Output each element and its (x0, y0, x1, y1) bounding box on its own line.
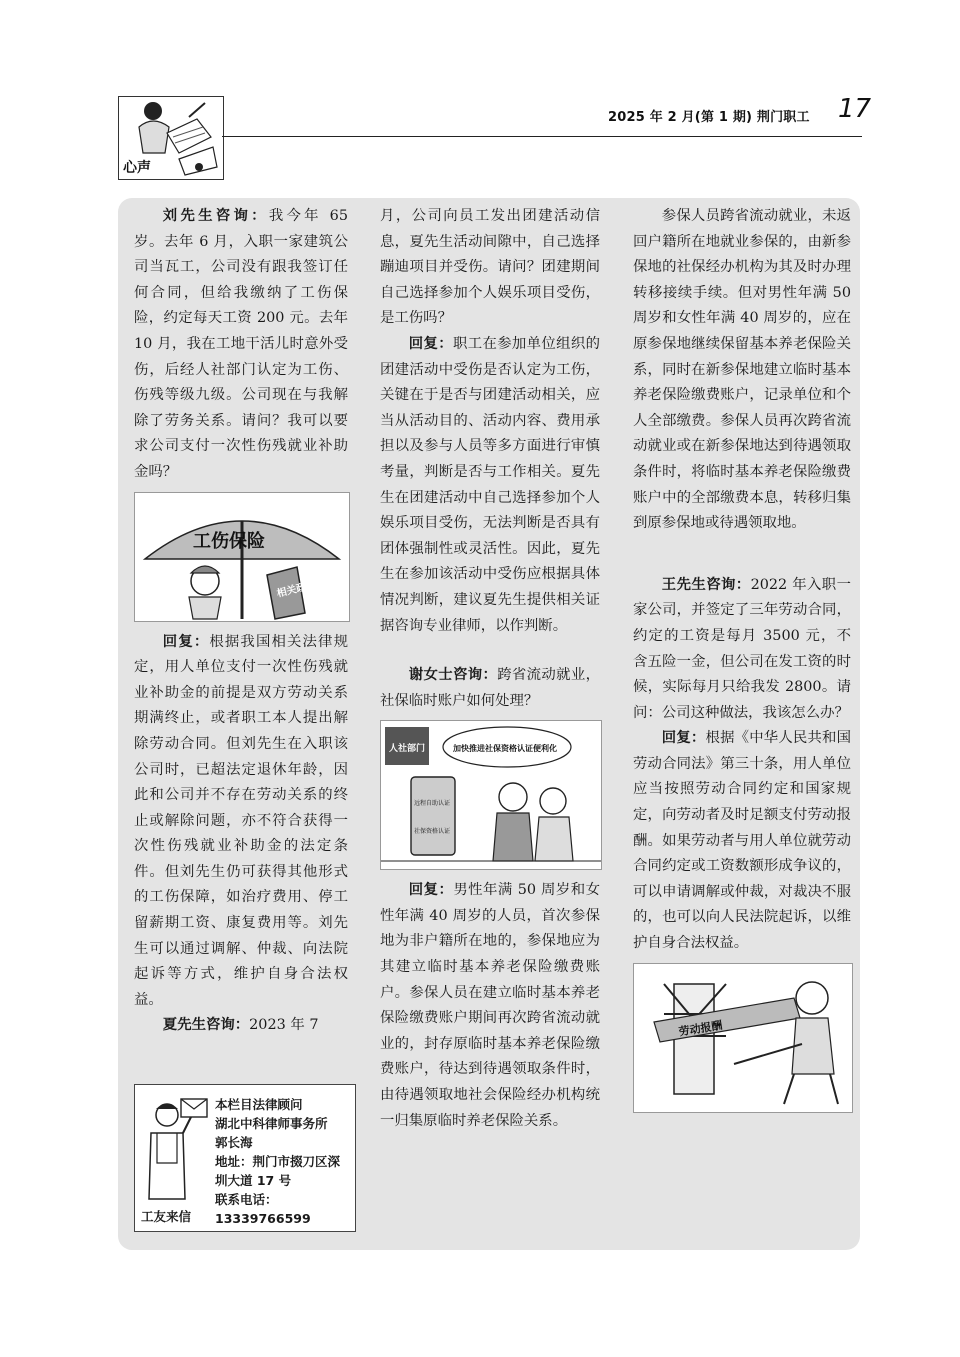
speech-bubble: 加快推进社保资格认证便利化 (453, 744, 557, 754)
question-text: 我今年 65 岁。去年 6 月，入职一家建筑公司当瓦工，公司没有跟我签订任何合同，但给我缴纳了工伤保险，约定每天工资 200 元。去年 10 月，我在工地干活儿时意外受伤，后经人社部门认定为工伤、伤残等级九级。公司现在与我解除了劳务关系。请问？我可以要求公司支付一次性伤残就业补助金吗？ (134, 208, 348, 480)
header-rule (222, 136, 862, 137)
column-1 (134, 204, 348, 1039)
question-text: 2022 年入职一家公司，并签定了三年劳动合同，约定的工资是每月 3500 元，不含五险一金，但公司在发工资的时候，实际每月只给我发 2800。请问：公司这种做法，我该怎么办？ (633, 576, 851, 721)
reply-wang (633, 726, 851, 956)
reply-xia (380, 332, 600, 639)
reply-label: 回复： (408, 335, 453, 352)
reply-text: 根据《中华人民共和国劳动合同法》第三十条，用人单位应当按照劳动合同约定和国家规定，向劳动者及时足额支付劳动报酬。如果劳动者与用人单位就劳动合同约定或工资数额形成争议的，可以申请调解或仲裁，对裁决不服的，也可以向人民法院起诉，以维护自身合法权益。 (633, 730, 851, 952)
column-2 (380, 204, 600, 1134)
social-security-illustration (380, 720, 602, 870)
worker-mail-icon (141, 1093, 211, 1203)
reply-text: 根据我国相关法律规定，用人单位支付一次性伤残就业补助金的前提是双方劳动关系期满终止，或者职工本人提出解除劳动合同。但刘先生在入职该公司时，已超法定退休年龄，因此和公司并不存在劳动关系的终止或解除问题，亦不符合获得一次性伤残就业补助金的法定条件。但刘先生仍可获得其他形式的工伤保障，如治疗费用、停工留薪期工资、康复费用等。刘先生可以通过调解、仲裁、向法院起诉等方式，维护自身合法权益。 (134, 633, 348, 1008)
legal-advisor-box (134, 1084, 356, 1232)
column-logo (118, 96, 224, 180)
reply-label: 回复： (162, 633, 210, 650)
reply-text: 职工在参加单位组织的团建活动中受伤是否认定为工伤，关键在于是否与团建活动相关，应当从活动目的、活动内容、费用承担以及参与人员等多方面进行审慎考量，判断是否与工作相关。夏先生在团建活动中自己选择参加个人娱乐项目受伤，无法判断是否具有团体强制性或灵活性。因此，夏先生在参加该活动中受伤应根据具体情况判断，建议夏先生提供相关证据咨询专业律师，以作判断。 (380, 335, 600, 634)
phone-number: 13339766599 (215, 1211, 311, 1226)
page-number: 17 (838, 94, 872, 124)
reply-label: 回复： (408, 882, 454, 899)
reply-text: 男性年满 50 周岁和女性年满 40 周岁的人员，首次参保地为非户籍所在地的，参保地应为其建立临时基本养老保险缴费账户。参保人员在建立临时基本养老保险缴费账户期间再次跨省流动就业的，封存原临时基本养老保险缴费账户，待达到待遇领取条件时，由待遇领取地社会保险经办机构统一归集原临时养老保险关系。 (380, 882, 600, 1129)
reply-liu (134, 630, 348, 1014)
reply-label: 回复： (661, 730, 706, 747)
banner-text: 工伤保险 (193, 530, 265, 552)
ribbon-text: 劳动报酬 (677, 1018, 724, 1039)
wage-illustration (633, 963, 853, 1113)
address: 荆门市掇刀区深圳大道 17 号 (215, 1154, 341, 1188)
kiosk-screen-2: 社保资格认证 (414, 828, 451, 836)
law-firm: 湖北中科律师事务所 (215, 1116, 328, 1131)
phone-label: 联系电话： (215, 1192, 278, 1207)
issue-info: 2025 年 2 月(第 1 期) 荆门职工 (608, 110, 810, 125)
reply-xie-cont: 参保人员跨省流动就业，未返回户籍所在地就业参保的，由新参保地的社保经办机构为其及时办理转移接续手续。但对男性年满 50 周岁和女性年满 40 周岁的，应在原参保地继续保留基本养老保险关系，同时在新参保地建立临时基本养老保险缴费账户，记录单位和个人全部缴费。参保人员再次跨省流动就业或在新参保地达到待遇领取条件时，将临时基本养老保险缴费账户中的全部缴费本息，转移归集到原参保地或待遇领取地。 (633, 208, 851, 532)
asker-label: 王先生咨询： (661, 576, 751, 593)
asker-label: 夏先生咨询： (162, 1017, 250, 1034)
address-label: 地址： (215, 1154, 253, 1169)
lawyer-name: 郭长海 (215, 1135, 253, 1150)
dept-sign: 人社部门 (389, 744, 426, 755)
advisor-title: 本栏目法律顾问 (215, 1097, 303, 1112)
question-text: 2023 年 7 (249, 1017, 319, 1034)
column-3 (633, 204, 851, 1121)
reply-xie (380, 878, 600, 1134)
work-injury-illustration (134, 492, 350, 622)
section-label: 心声 (123, 160, 151, 176)
question-xia-start (134, 1013, 348, 1039)
kiosk-screen-1: 远程自助认证 (414, 800, 451, 808)
book-text: 相关政策 (275, 578, 318, 600)
mail-label: 工友来信 (141, 1209, 192, 1224)
question-xia-cont: 月，公司向员工发出团建活动信息，夏先生活动间隙中，自己选择蹦迪项目并受伤。请问？团建期间自己选择参加个人娱乐项目受伤，是工伤吗？ (380, 208, 600, 327)
question-wang (633, 573, 851, 727)
asker-label: 谢女士咨询： (408, 667, 498, 684)
question-xie (380, 663, 600, 714)
asker-label: 刘先生咨询： (162, 208, 269, 224)
question-liu (134, 204, 348, 486)
question-text: 跨省流动就业，社保临时账户如何处理？ (380, 667, 600, 709)
